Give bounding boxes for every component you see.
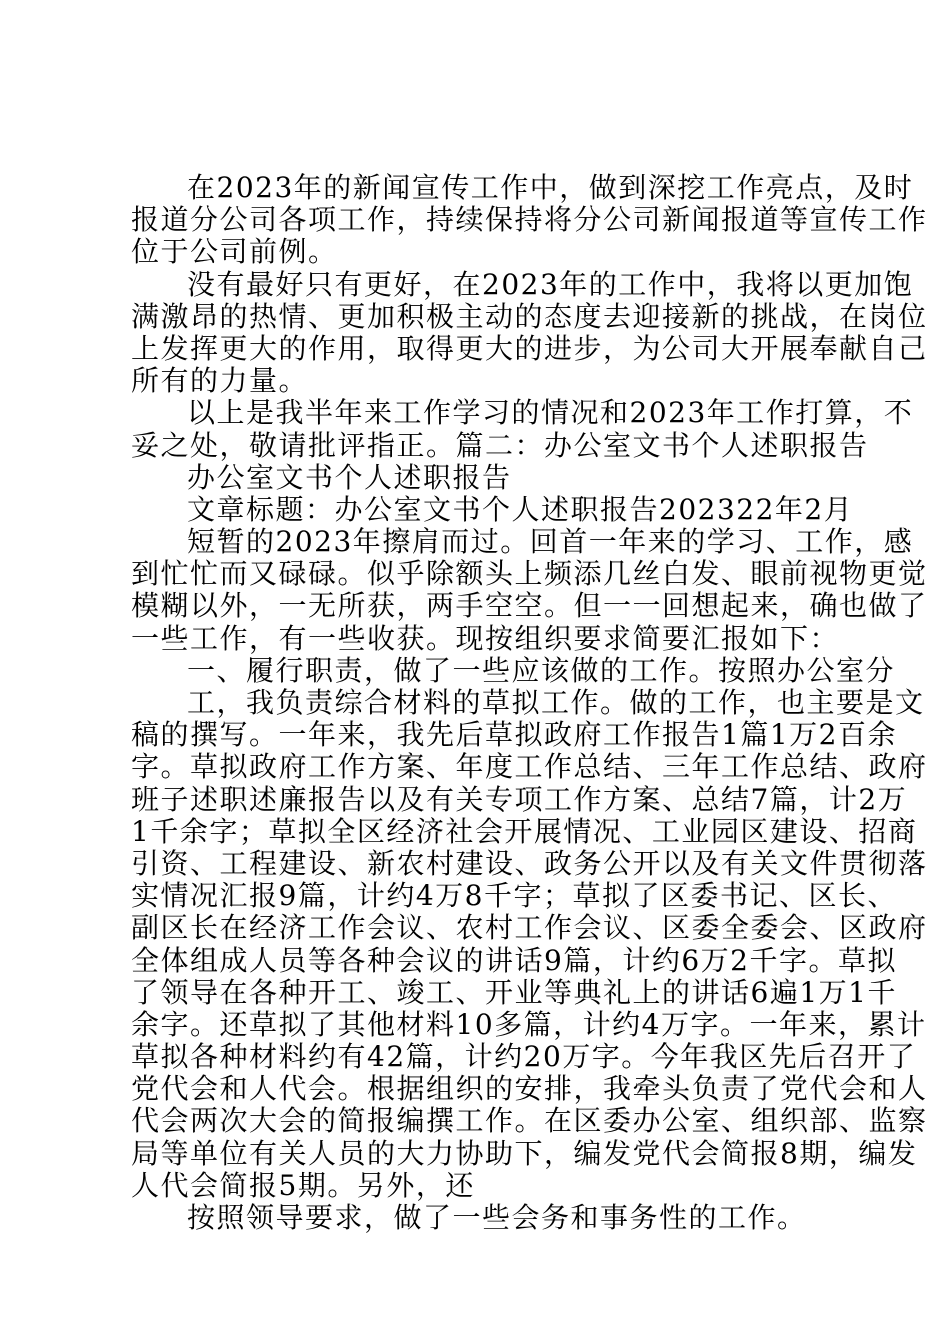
text-line: 一些工作，有一些收获。现按组织要求简要汇报如下： bbox=[131, 621, 840, 655]
text-line: 在2023年的新闻宣传工作中，做到深挖工作亮点，及时 bbox=[187, 171, 914, 204]
text-line: 全体组成人员等各种会议的讲话9篇，计约6万2千字。草拟 bbox=[131, 943, 897, 977]
document-body bbox=[131, 171, 928, 1234]
text-line: 班子述职述廉报告以及有关专项工作方案、总结7篇，计2万 bbox=[131, 782, 908, 816]
text-line: 一、履行职责，做了一些应该做的工作。按照办公室分 bbox=[187, 653, 896, 687]
text-line: 实情况汇报9篇，计约4万8千字；草拟了区委书记、区长、 bbox=[131, 879, 897, 913]
text-line: 工，我负责综合材料的草拟工作。做的工作，也主要是文 bbox=[187, 686, 925, 719]
text-line: 草拟各种材料约有42篇，计约20万字。今年我区先后召开了 bbox=[131, 1040, 917, 1074]
text-line: 党代会和人代会。根据组织的安排，我牵头负责了党代会和人 bbox=[131, 1072, 928, 1106]
text-line: 报道分公司各项工作，持续保持将分公司新闻报道等宣传工作 bbox=[131, 203, 928, 237]
text-line: 引资、工程建设、新农村建设、政务公开以及有关文件贯彻落 bbox=[131, 846, 928, 880]
text-line: 妥之处，敬请批评指正。篇二：办公室文书个人述职报告 bbox=[131, 428, 869, 462]
text-line: 字。草拟政府工作方案、年度工作总结、三年工作总结、政府 bbox=[131, 750, 928, 784]
text-line: 没有最好只有更好，在2023年的工作中，我将以更加饱 bbox=[187, 267, 914, 301]
text-line: 上发挥更大的作用，取得更大的进步，为公司大开展奉献自己 bbox=[131, 331, 928, 365]
text-line: 稿的撰写。一年来，我先后草拟政府工作报告1篇1万2百余 bbox=[131, 718, 897, 752]
text-line: 余字。还草拟了其他材料10多篇，计约4万字。一年来，累计 bbox=[131, 1007, 927, 1041]
text-line: 到忙忙而又碌碌。似乎除额头上频添几丝白发、眼前视物更觉 bbox=[131, 557, 928, 591]
text-line: 人代会简报5期。另外，还 bbox=[131, 1168, 475, 1202]
text-line: 文章标题：办公室文书个人述职报告202322年2月 bbox=[187, 492, 854, 526]
text-line: 了领导在各种开工、竣工、开业等典礼上的讲话6遍1万1千 bbox=[131, 975, 897, 1009]
text-line: 位于公司前例。 bbox=[131, 235, 338, 269]
text-line: 短暂的2023年擦肩而过。回首一年来的学习、工作，感 bbox=[187, 525, 914, 559]
text-line: 以上是我半年来工作学习的情况和2023年工作打算，不 bbox=[187, 396, 914, 430]
text-line: 模糊以外，一无所获，两手空空。但一一回想起来，确也做了 bbox=[131, 589, 928, 623]
text-line: 按照领导要求，做了一些会务和事务性的工作。 bbox=[187, 1201, 807, 1234]
text-line: 副区长在经济工作会议、农村工作会议、区委全委会、区政府 bbox=[131, 911, 928, 945]
text-line: 代会两次大会的简报编撰工作。在区委办公室、组织部、监察 bbox=[131, 1104, 928, 1138]
text-line: 办公室文书个人述职报告 bbox=[187, 460, 512, 494]
text-line: 满激昂的热情、更加积极主动的态度去迎接新的挑战，在岗位 bbox=[131, 299, 928, 333]
text-line: 所有的力量。 bbox=[131, 364, 309, 398]
text-line: 局等单位有关人员的大力协助下，编发党代会简报8期，编发 bbox=[131, 1136, 918, 1170]
text-line: 1千余字；草拟全区经济社会开展情况、工业园区建设、招商 bbox=[131, 814, 918, 848]
